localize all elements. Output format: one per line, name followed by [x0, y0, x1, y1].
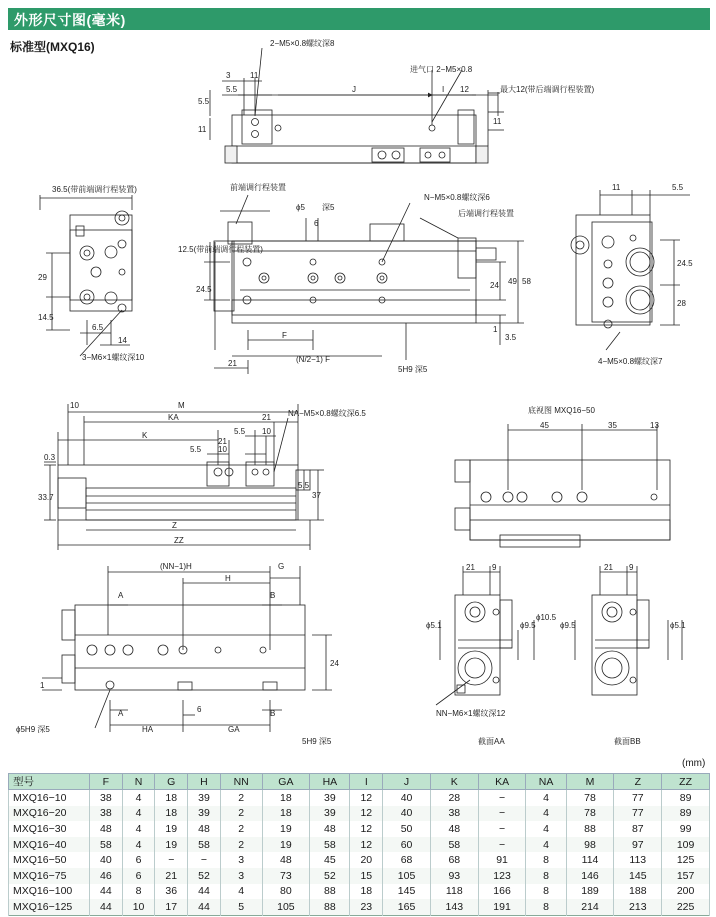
value-cell: 73: [262, 868, 310, 884]
model-cell: MXQ16−20: [9, 806, 90, 822]
value-cell: 46: [90, 868, 123, 884]
label-sec-bb: 截面BB: [614, 737, 641, 746]
column-header: GA: [262, 774, 310, 790]
value-cell: 52: [188, 868, 221, 884]
value-cell: 45: [310, 852, 350, 868]
value-cell: −: [478, 821, 526, 837]
value-cell: 52: [310, 868, 350, 884]
column-header: HA: [310, 774, 350, 790]
value-cell: 113: [614, 852, 662, 868]
label-na: NA−M5×0.8螺纹深6.5: [288, 409, 366, 418]
value-cell: 4: [526, 837, 566, 853]
model-cell: MXQ16−100: [9, 884, 90, 900]
label-H: H: [225, 574, 231, 583]
value-cell: 3: [220, 852, 262, 868]
label-d21b: 21: [262, 413, 271, 422]
column-header: Z: [614, 774, 662, 790]
model-subtitle: 标准型(MXQ16): [10, 40, 95, 54]
dimension-table: [8, 773, 710, 916]
label-d145: 14.5: [38, 313, 54, 322]
value-cell: 38: [430, 806, 478, 822]
value-cell: 157: [662, 868, 710, 884]
value-cell: 12: [350, 837, 383, 853]
value-cell: 58: [310, 837, 350, 853]
column-header: KA: [478, 774, 526, 790]
model-cell: MXQ16−40: [9, 837, 90, 853]
table-row: [9, 852, 710, 868]
value-cell: 189: [566, 884, 614, 900]
value-cell: 145: [614, 868, 662, 884]
value-cell: 123: [478, 868, 526, 884]
value-cell: −: [478, 806, 526, 822]
label-d58: 58: [522, 277, 531, 286]
value-cell: 4: [526, 806, 566, 822]
value-cell: 4: [122, 806, 155, 822]
label-d55v: 5.5: [198, 97, 210, 106]
value-cell: 88: [566, 821, 614, 837]
label-left365: 36.5(带前端调行程装置): [52, 185, 137, 194]
value-cell: 89: [662, 790, 710, 806]
label-d55b: 5.5: [234, 427, 246, 436]
column-header: F: [90, 774, 123, 790]
value-cell: 145: [383, 884, 431, 900]
value-cell: 8: [526, 868, 566, 884]
value-cell: 200: [662, 884, 710, 900]
value-cell: 39: [188, 790, 221, 806]
column-header: J: [383, 774, 431, 790]
value-cell: 58: [188, 837, 221, 853]
label-phi5h9: ϕ5H9 深5: [16, 725, 50, 734]
value-cell: 97: [614, 837, 662, 853]
label-J: J: [352, 85, 356, 94]
section-title: 外形尺寸图(毫米): [14, 12, 126, 28]
label-max12: 最大12(带后端调行程装置): [500, 85, 595, 94]
label-K: K: [142, 431, 148, 440]
value-cell: 78: [566, 806, 614, 822]
value-cell: 48: [310, 821, 350, 837]
value-cell: 38: [90, 806, 123, 822]
label-nm5: N−M5×0.8螺纹深6: [424, 193, 490, 202]
column-header: I: [350, 774, 383, 790]
label-d6: 6: [314, 219, 319, 228]
label-d14: 14: [118, 336, 127, 345]
table-row: [9, 837, 710, 853]
label-d10b: 10: [262, 427, 271, 436]
value-cell: 98: [566, 837, 614, 853]
label-d37: 37: [312, 491, 321, 500]
value-cell: 19: [262, 821, 310, 837]
label-d29: 29: [38, 273, 47, 282]
value-cell: 10: [122, 899, 155, 915]
value-cell: 2: [220, 837, 262, 853]
value-cell: 88: [310, 884, 350, 900]
value-cell: 125: [662, 852, 710, 868]
value-cell: 28: [430, 790, 478, 806]
section-aa: [455, 595, 512, 695]
label-b35: 35: [608, 421, 617, 430]
value-cell: 12: [350, 790, 383, 806]
dimension-labels: [16, 38, 693, 746]
label-ZZ: ZZ: [174, 536, 184, 545]
label-d21c: 21: [218, 437, 227, 446]
value-cell: 38: [90, 790, 123, 806]
table-row: [9, 884, 710, 900]
label-d125: 12.5(带前端调行程装置): [178, 245, 263, 254]
column-header: K: [430, 774, 478, 790]
value-cell: 40: [383, 806, 431, 822]
table-row: [9, 821, 710, 837]
label-d21: 21: [228, 359, 237, 368]
label-F: F: [282, 331, 287, 340]
value-cell: 68: [430, 852, 478, 868]
label-sec-aa: 截面AA: [478, 737, 505, 746]
bottom-view: [455, 460, 670, 547]
label-d245: 24.5: [196, 285, 212, 294]
label-d11v: 11: [198, 125, 207, 134]
label-depth5: 深5: [322, 203, 335, 212]
value-cell: 91: [478, 852, 526, 868]
label-GA: GA: [228, 725, 240, 734]
label-bb21: 21: [604, 563, 613, 572]
value-cell: 18: [350, 884, 383, 900]
label-A-top: A: [118, 591, 124, 600]
column-header: M: [566, 774, 614, 790]
value-cell: 105: [262, 899, 310, 915]
label-front-adj: 前端调行程装置: [230, 183, 286, 192]
label-B-bottom: B: [270, 709, 276, 718]
value-cell: 20: [350, 852, 383, 868]
label-aa9: 9: [492, 563, 497, 572]
label-r55: 5.5: [672, 183, 684, 192]
table-header-row: [9, 774, 710, 790]
value-cell: 15: [350, 868, 383, 884]
value-cell: 19: [155, 821, 188, 837]
value-cell: 80: [262, 884, 310, 900]
value-cell: 44: [90, 899, 123, 915]
column-header: G: [155, 774, 188, 790]
unit-label: (mm): [682, 758, 706, 769]
value-cell: 19: [155, 837, 188, 853]
front-view: [214, 222, 496, 323]
label-bb9: 9: [629, 563, 634, 572]
table-row: [9, 806, 710, 822]
label-bb51: ϕ5.1: [670, 621, 686, 630]
value-cell: 39: [188, 806, 221, 822]
label-h9: 5H9 深5: [398, 365, 428, 374]
value-cell: 39: [310, 806, 350, 822]
value-cell: 99: [662, 821, 710, 837]
value-cell: 48: [262, 852, 310, 868]
value-cell: −: [478, 837, 526, 853]
column-header: 型号: [9, 774, 90, 790]
label-d55d: 5.5: [298, 481, 310, 490]
value-cell: 40: [90, 852, 123, 868]
label-d10c: 10: [218, 445, 227, 454]
value-cell: 213: [614, 899, 662, 915]
value-cell: 4: [220, 884, 262, 900]
left-side-view: [70, 211, 132, 312]
top-view: [225, 95, 488, 163]
label-r28: 28: [677, 299, 686, 308]
value-cell: 18: [262, 790, 310, 806]
value-cell: −: [478, 790, 526, 806]
label-phi5: ϕ5: [296, 203, 305, 212]
value-cell: 165: [383, 899, 431, 915]
value-cell: 19: [262, 837, 310, 853]
label-A-bottom: A: [118, 709, 124, 718]
value-cell: 89: [662, 806, 710, 822]
value-cell: 4: [526, 821, 566, 837]
value-cell: 12: [350, 821, 383, 837]
label-nf: (N/2−1) F: [296, 355, 331, 364]
value-cell: 4: [122, 821, 155, 837]
model-cell: MXQ16−30: [9, 821, 90, 837]
label-d49: 49: [508, 277, 517, 286]
label-d24: 24: [490, 281, 499, 290]
value-cell: 40: [383, 790, 431, 806]
value-cell: 166: [478, 884, 526, 900]
value-cell: 58: [430, 837, 478, 853]
value-cell: 146: [566, 868, 614, 884]
label-h9b: 5H9 深5: [302, 737, 332, 746]
value-cell: 44: [90, 884, 123, 900]
label-bb95: ϕ9.5: [560, 621, 576, 630]
value-cell: 4: [122, 837, 155, 853]
label-d12: 12: [460, 85, 469, 94]
value-cell: 5: [220, 899, 262, 915]
label-d11r: 11: [493, 117, 502, 126]
value-cell: 3: [220, 868, 262, 884]
label-d11: 11: [250, 71, 259, 80]
value-cell: 4: [526, 790, 566, 806]
label-d65: 6.5: [92, 323, 104, 332]
value-cell: 77: [614, 790, 662, 806]
value-cell: 88: [310, 899, 350, 915]
value-cell: 48: [188, 821, 221, 837]
label-nnm6: NN−M6×1螺纹深12: [436, 709, 506, 718]
value-cell: 6: [122, 868, 155, 884]
value-cell: 8: [526, 899, 566, 915]
label-nnh: (NN−1)H: [160, 562, 192, 571]
label-aa95: ϕ9.5: [520, 621, 536, 630]
value-cell: 50: [383, 821, 431, 837]
value-cell: 68: [383, 852, 431, 868]
value-cell: 6: [122, 852, 155, 868]
label-aa51: ϕ5.1: [426, 621, 442, 630]
label-d24b: 24: [330, 659, 339, 668]
value-cell: 21: [155, 868, 188, 884]
value-cell: 225: [662, 899, 710, 915]
label-d55: 5.5: [226, 85, 238, 94]
label-B-top: B: [270, 591, 276, 600]
value-cell: 2: [220, 821, 262, 837]
table-row: [9, 868, 710, 884]
column-header: ZZ: [662, 774, 710, 790]
value-cell: 58: [90, 837, 123, 853]
value-cell: −: [188, 852, 221, 868]
value-cell: 8: [122, 884, 155, 900]
value-cell: 23: [350, 899, 383, 915]
label-d10: 10: [70, 401, 79, 410]
table-row: [9, 790, 710, 806]
lower-left-view: [62, 605, 305, 690]
model-cell: MXQ16−75: [9, 868, 90, 884]
value-cell: 188: [614, 884, 662, 900]
label-d337: 33.7: [38, 493, 54, 502]
label-HA: HA: [142, 725, 154, 734]
label-M: M: [178, 401, 185, 410]
value-cell: 114: [566, 852, 614, 868]
label-d1b: 1: [40, 681, 45, 690]
label-d6b: 6: [197, 705, 202, 714]
value-cell: 87: [614, 821, 662, 837]
value-cell: 48: [430, 821, 478, 837]
value-cell: 93: [430, 868, 478, 884]
value-cell: 214: [566, 899, 614, 915]
model-cell: MXQ16−125: [9, 899, 90, 915]
label-d35: 3.5: [505, 333, 517, 342]
value-cell: 12: [350, 806, 383, 822]
value-cell: 105: [383, 868, 431, 884]
value-cell: 18: [155, 806, 188, 822]
value-cell: 78: [566, 790, 614, 806]
column-header: H: [188, 774, 221, 790]
label-d03: 0.3: [44, 453, 56, 462]
label-Z: Z: [172, 521, 177, 530]
label-r245: 24.5: [677, 259, 693, 268]
value-cell: 4: [122, 790, 155, 806]
value-cell: 2: [220, 790, 262, 806]
label-G: G: [278, 562, 285, 571]
table-row: [9, 899, 710, 915]
value-cell: −: [155, 852, 188, 868]
value-cell: 60: [383, 837, 431, 853]
label-KA: KA: [168, 413, 179, 422]
label-port: 进气口 2−M5×0.8: [410, 65, 473, 74]
value-cell: 143: [430, 899, 478, 915]
label-d1: 1: [493, 325, 498, 334]
label-b45: 45: [540, 421, 549, 430]
label-aa105: ϕ10.5: [536, 613, 557, 622]
value-cell: 118: [430, 884, 478, 900]
label-m5r: 4−M5×0.8螺纹深7: [598, 357, 663, 366]
value-cell: 44: [188, 899, 221, 915]
label-rear-adj: 后端调行程装置: [458, 209, 514, 218]
column-header: NA: [526, 774, 566, 790]
value-cell: 39: [310, 790, 350, 806]
label-bottom-title: 底视图 MXQ16−50: [528, 406, 595, 415]
value-cell: 109: [662, 837, 710, 853]
label-d3: 3: [226, 71, 231, 80]
label-I: I: [442, 85, 445, 94]
label-m6: 3−M6×1螺纹深10: [82, 353, 145, 362]
model-cell: MXQ16−10: [9, 790, 90, 806]
value-cell: 44: [188, 884, 221, 900]
value-cell: 191: [478, 899, 526, 915]
value-cell: 77: [614, 806, 662, 822]
model-cell: MXQ16−50: [9, 852, 90, 868]
value-cell: 17: [155, 899, 188, 915]
label-top-m5: 2−M5×0.8螺纹深8: [270, 39, 335, 48]
value-cell: 8: [526, 884, 566, 900]
section-bb: [592, 595, 649, 695]
value-cell: 2: [220, 806, 262, 822]
value-cell: 18: [262, 806, 310, 822]
label-r11: 11: [612, 183, 621, 192]
value-cell: 18: [155, 790, 188, 806]
value-cell: 36: [155, 884, 188, 900]
value-cell: 48: [90, 821, 123, 837]
value-cell: 8: [526, 852, 566, 868]
label-aa21: 21: [466, 563, 475, 572]
column-header: NN: [220, 774, 262, 790]
label-b13: 13: [650, 421, 659, 430]
middle-left-view: [58, 462, 310, 520]
column-header: N: [122, 774, 155, 790]
right-side-view: [571, 215, 654, 328]
label-d55c: 5.5: [190, 445, 202, 454]
